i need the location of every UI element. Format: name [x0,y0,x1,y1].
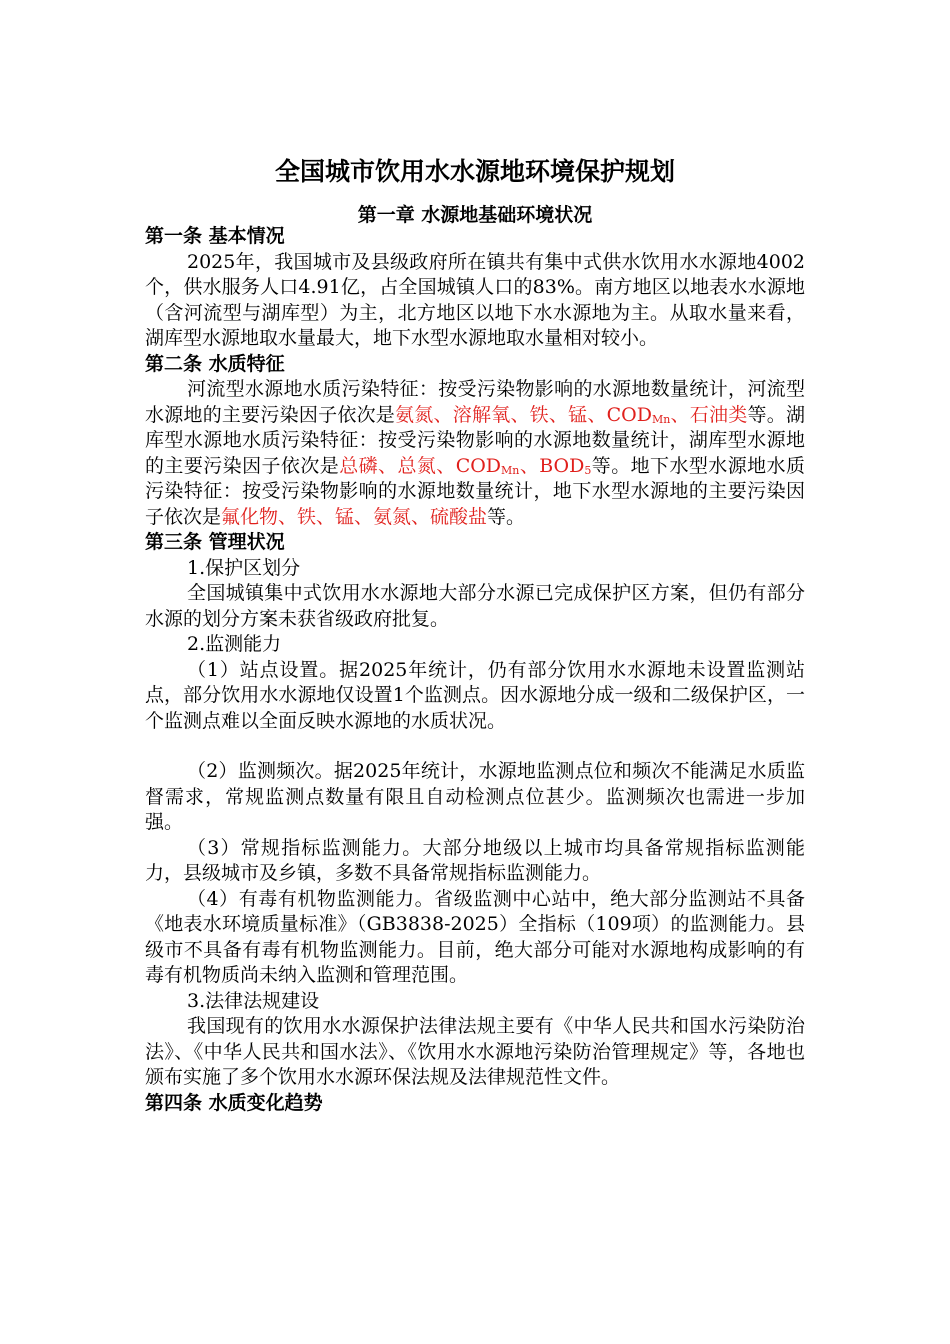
paragraph: （1）站点设置。据2025年统计，仍有部分饮用水水源地未设置监测站点，部分饮用水水源地仅设置1个监测点。因水源地分成一级和二级保护区，一个监测点难以全面反映水源地的水质状况。 [145,658,805,732]
pollutant-highlight: 氟化物、铁、锰、氨氮、硫酸盐 [221,505,488,528]
pollutant-highlight: 氨氮、溶解氧、铁、锰、$COD_{Mn}$、石油类 [395,403,748,426]
section-heading: 3.法律法规建设 [187,989,320,1012]
chapter-heading: 第一章 水源地基础环境状况 [357,204,593,226]
article-3-heading: 第三条 管理状况 [145,531,285,553]
document-body [145,224,805,1116]
article-1-text: 2025年，我国城市及县级政府所在镇共有集中式供水饮用水水源地4002个，供水服务人口4.91亿，占全国城镇人口的83%。南方地区以地表水水源地（含河流型与湖库型）为主，北方地区以地下水水源地为主。从取水量来看，湖库型水源地取水量最大，地下水型水源地取水量相对较小。 [145,250,805,349]
section-heading: 2.监测能力 [187,633,282,655]
article-2-heading: 第二条 水质特征 [145,352,285,375]
paragraph: 全国城镇集中式饮用水水源地大部分水源已完成保护区方案，但仍有部分水源的划分方案未获省级政府批复。 [145,582,805,630]
paragraph: （3）常规指标监测能力。大部分地级以上城市均具备常规指标监测能力，县级城市及乡镇，多数不具备常规指标监测能力。 [145,836,805,884]
paragraph: 我国现有的饮用水水源保护法律法规主要有《中华人民共和国水污染防治法》、《中华人民共和国水法》、《饮用水水源地污染防治管理规定》等，各地也颁布实施了多个饮用水水源环保法规及法律规范性文件。 [145,1015,805,1088]
document-title: 全国城市饮用水水源地环境保护规划 [274,157,675,186]
spacer [145,734,805,759]
section-heading: 1.保护区划分 [187,556,301,579]
text-segment: 等。 [487,505,526,528]
paragraph: （2）监测频次。据2025年统计，水源地监测点位和频次不能满足水质监督需求，常规监测点数量有限且自动检测点位甚少。监测频次也需进一步加强。 [145,760,805,833]
text-segment: 等。湖库型水源地水质污染特征：按受污染物影响的水源地数量统计，湖库型水源地的主要污染因子依次是 [145,403,805,477]
paragraph: （4）有毒有机物监测能力。省级监测中心站中，绝大部分监测站不具备《地表水环境质量标准》（GB3838-2025）全指标（109项）的监测能力。县级市不具备有毒有机物监测能力。目前，绝大部分可能对水源地构成影响的有毒有机物质尚未纳入监测和管理范围。 [145,887,805,986]
article-4-heading: 第四条 水质变化趋势 [145,1091,323,1114]
article-1-heading: 第一条 基本情况 [145,225,285,247]
text-segment: 河流型水源地水质污染特征：按受污染物影响的水源地数量统计，河流型水源地的主要污染因子依次是 [145,378,805,426]
text-segment: 等。地下水型水源地水质污染特征：按受污染物影响的水源地数量统计，地下水型水源地的主要污染因子依次是 [145,454,805,528]
pollutant-highlight: 总磷、总氮、$COD_{Mn}$、$BOD_5$ [339,454,592,477]
article-2-text [145,377,805,530]
